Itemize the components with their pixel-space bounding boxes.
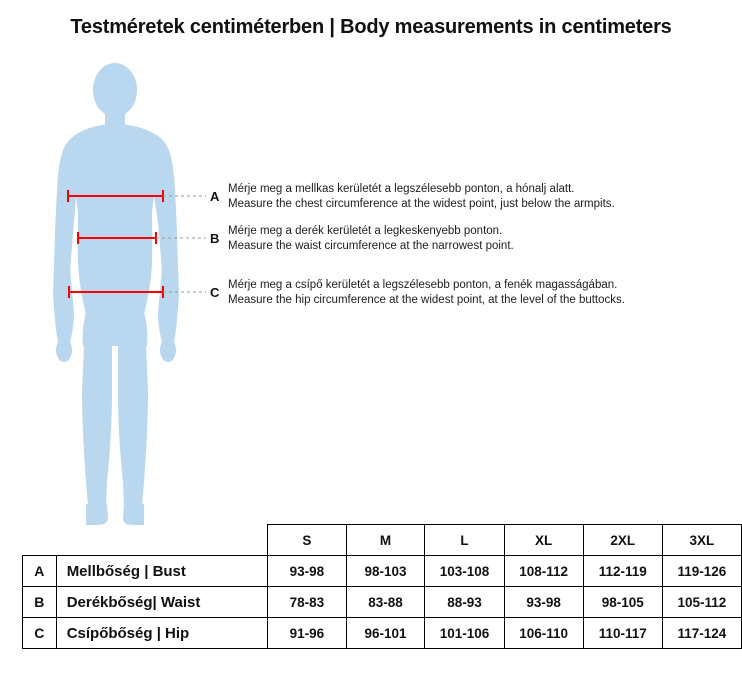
table-header-row xyxy=(23,525,742,556)
column-header-xl: XL xyxy=(504,525,583,556)
cell-b-3xl: 105-112 xyxy=(662,587,741,618)
row-letter-b: B xyxy=(23,587,57,618)
annotation-b-text-en: Measure the waist circumference at the narrowest point. xyxy=(228,240,514,252)
row-letter-a: A xyxy=(23,556,57,587)
row-label-bust: Mellbőség | Bust xyxy=(56,556,267,587)
table-row xyxy=(23,587,742,618)
cell-c-m: 96-101 xyxy=(346,618,425,649)
column-header-2xl: 2XL xyxy=(583,525,662,556)
annotation-a-text-en: Measure the chest circumference at the widest point, just below the armpits. xyxy=(228,198,615,210)
column-header-s: S xyxy=(268,525,347,556)
column-header-l: L xyxy=(425,525,504,556)
cell-b-m: 83-88 xyxy=(346,587,425,618)
cell-a-s: 93-98 xyxy=(268,556,347,587)
table-row xyxy=(23,618,742,649)
cell-b-s: 78-83 xyxy=(268,587,347,618)
page-title: Testméretek centiméterben | Body measurements in centimeters xyxy=(70,16,672,38)
cell-c-s: 91-96 xyxy=(268,618,347,649)
row-letter-c: C xyxy=(23,618,57,649)
column-header-3xl: 3XL xyxy=(662,525,741,556)
cell-c-xl: 106-110 xyxy=(504,618,583,649)
cell-b-xl: 93-98 xyxy=(504,587,583,618)
cell-a-3xl: 119-126 xyxy=(662,556,741,587)
cell-c-2xl: 110-117 xyxy=(583,618,662,649)
row-label-waist: Derékbőség| Waist xyxy=(56,587,267,618)
cell-b-l: 88-93 xyxy=(425,587,504,618)
table-corner-blank-label xyxy=(56,525,267,556)
table-corner-blank-letter xyxy=(23,525,57,556)
cell-a-xl: 108-112 xyxy=(504,556,583,587)
row-label-hip: Csípőbőség | Hip xyxy=(56,618,267,649)
column-header-m: M xyxy=(346,525,425,556)
cell-b-2xl: 98-105 xyxy=(583,587,662,618)
cell-c-3xl: 117-124 xyxy=(662,618,741,649)
body-figure xyxy=(8,62,238,532)
annotation-a-text-hu: Mérje meg a mellkas kerületét a legszélesebb ponton, a hónalj alatt. xyxy=(228,183,575,195)
cell-c-l: 101-106 xyxy=(425,618,504,649)
cell-a-l: 103-108 xyxy=(425,556,504,587)
size-table xyxy=(22,524,742,649)
annotation-c-letter: C xyxy=(210,285,220,300)
body-silhouette-icon xyxy=(8,62,238,532)
cell-a-2xl: 112-119 xyxy=(583,556,662,587)
annotation-c-text-hu: Mérje meg a csípő kerületét a legszélesebb ponton, a fenék magasságában. xyxy=(228,279,618,291)
annotation-c-text-en: Measure the hip circumference at the widest point, at the level of the buttocks. xyxy=(228,294,625,306)
annotation-b-text-hu: Mérje meg a derék kerületét a legkeskenyebb ponton. xyxy=(228,225,503,237)
cell-a-m: 98-103 xyxy=(346,556,425,587)
annotation-b-letter: B xyxy=(210,231,220,246)
annotation-a-letter: A xyxy=(210,189,220,204)
table-row xyxy=(23,556,742,587)
